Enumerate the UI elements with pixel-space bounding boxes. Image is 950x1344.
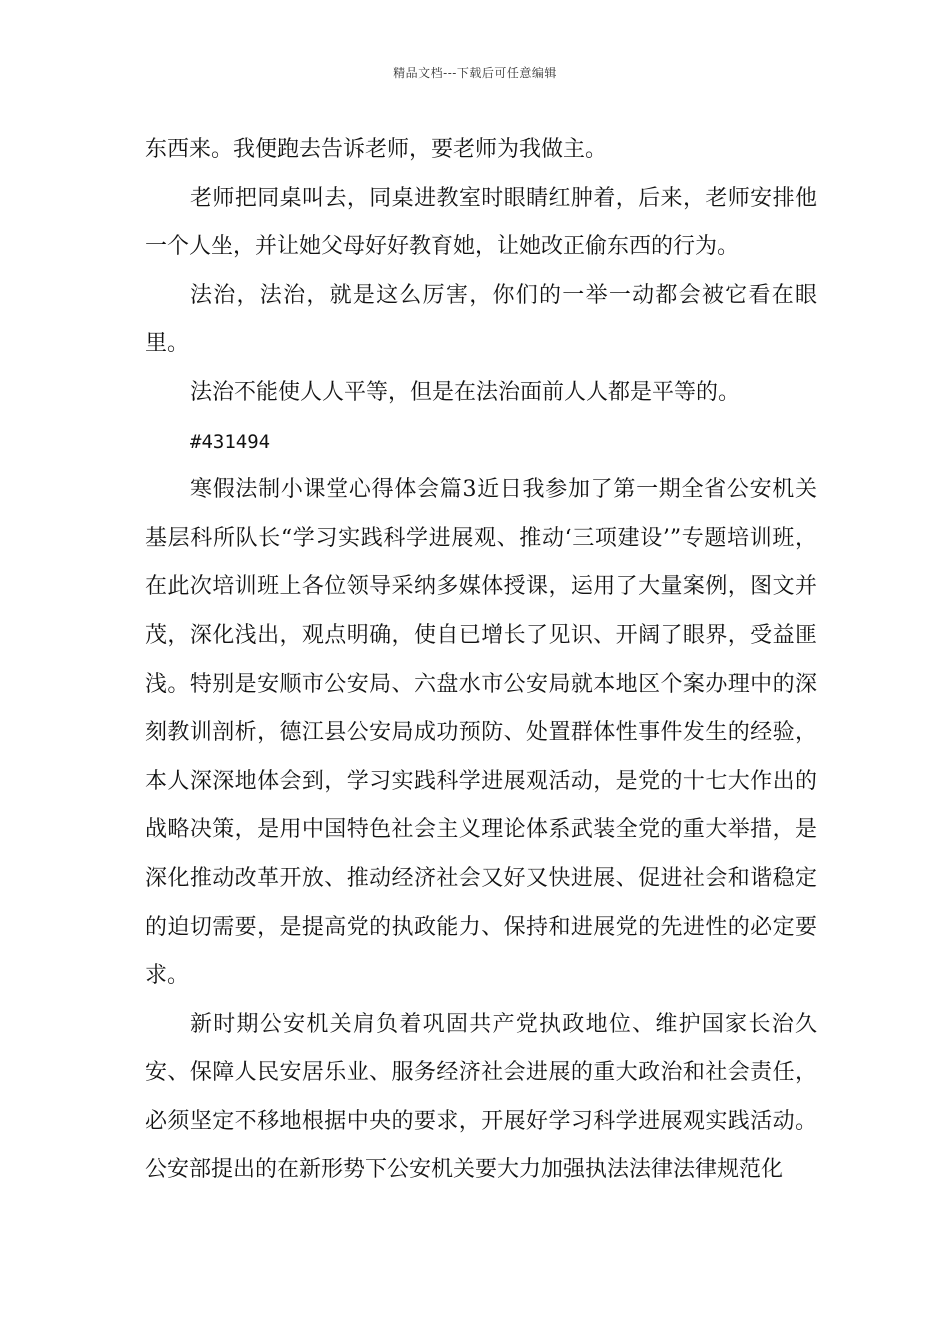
paragraph-document-id: #431494 (190, 430, 271, 453)
paragraph-rule-of-law: 法治，法治，就是这么厉害，你们的一举一动都会被它看在眼里。 (145, 282, 817, 357)
paragraph-teacher: 老师把同桌叫去，同桌进教室时眼睛红肿着，后来，老师安排他一个人坐，并让她父母好好教育她，让她改正偷东西的行为。 (145, 185, 817, 260)
paragraph-training-essay: 寒假法制小课堂心得体会篇3近日我参加了第一期全省公安机关基层科所队长“学习实践科学进展观、推动‘三项建设’”专题培训班，在此次培训班上各位领导采纳多媒体授课，运用了大量案例，图文并茂，深化浅出，观点明确，使自已增长了见识、开阔了眼界，受益匪浅。特别是安顺市公安局、六盘水市公安局就本地区个案办理中的深刻教训剖析，德江县公安局成功预防、处置群体性事件发生的经验，本人深深地体会到，学习实践科学进展观活动，是党的十七大作出的战略决策，是用中国特色社会主义理论体系武装全党的重大举措，是深化推动改革开放、推动经济社会又好又快进展、促进社会和谐稳定的迫切需要，是提高党的执政能力、保持和进展党的先进性的必定要求。 (145, 477, 817, 989)
page-header: 精品文档---下载后可任意编辑 (393, 66, 557, 80)
paragraph-public-security: 新时期公安机关肩负着巩固共产党执政地位、维护国家长治久安、保障人民安居乐业、服务经济社会进展的重大政治和社会责任，必须坚定不移地根据中央的要求，开展好学习科学进展观实践活动。公安部提出的在新形势下公安机关要大力加强执法法律法律规范化 (145, 1011, 817, 1183)
paragraph-continuation: 东西来。我便跑去告诉老师，要老师为我做主。 (145, 137, 608, 162)
paragraph-equality: 法治不能使人人平等，但是在法治面前人人都是平等的。 (190, 379, 741, 405)
document-body (145, 126, 817, 1195)
